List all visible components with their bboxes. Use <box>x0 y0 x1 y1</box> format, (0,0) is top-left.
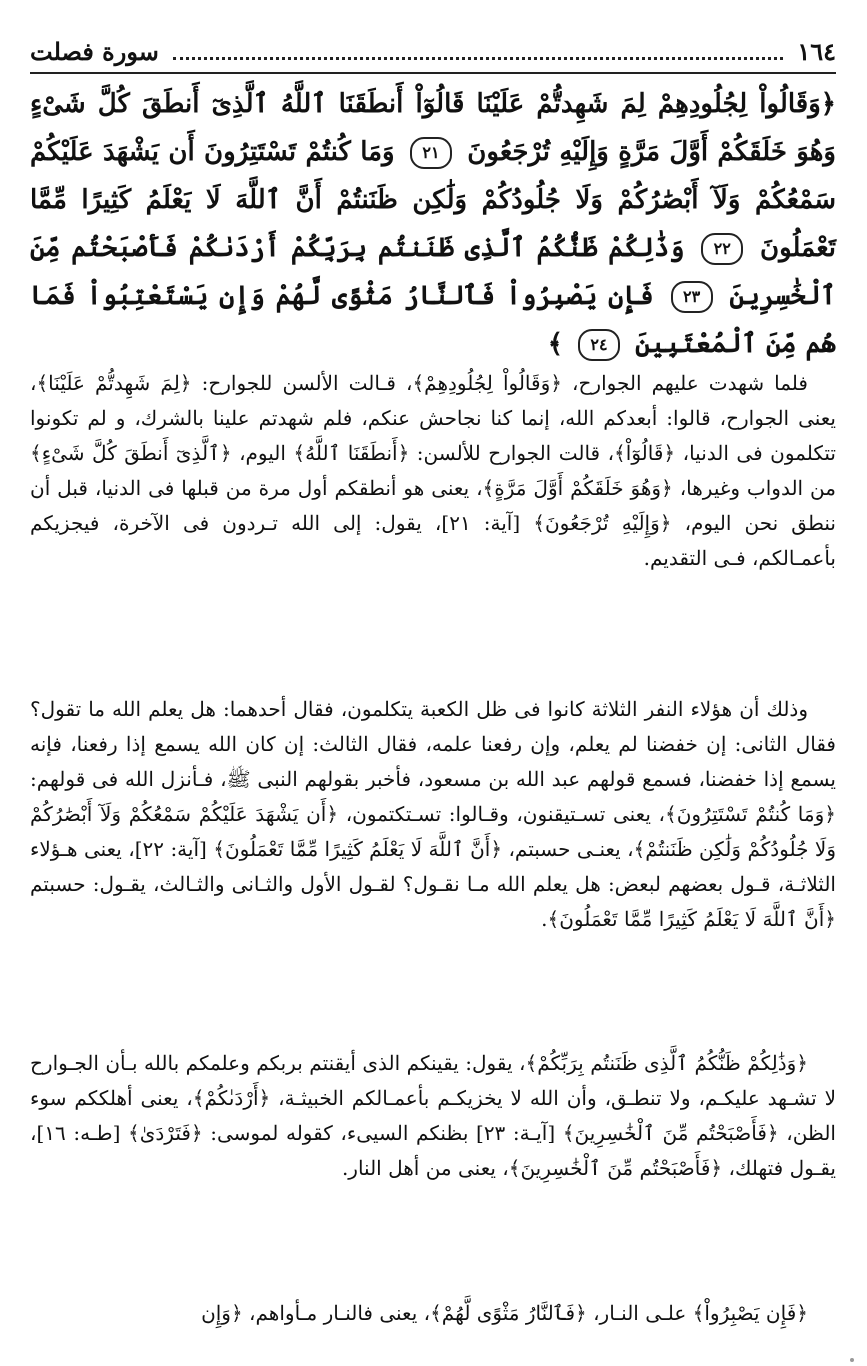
commentary-paragraph <box>30 366 836 576</box>
header-dotted-leader <box>173 37 784 60</box>
quran-verse-segment: فَإِن يَصْبِرُواْ فَٱلنَّارُ مَثْوًى لَّهُمْ وَإِن يَسْتَعْتِبُواْ فَمَا هُم مِّنَ ٱلْمُعْتَبِينَ <box>30 281 836 359</box>
surah-title: سورة فصلت <box>30 37 159 66</box>
page-number: ١٦٤ <box>797 37 836 66</box>
commentary-paragraph <box>30 1046 836 1186</box>
commentary-paragraph <box>30 1296 836 1331</box>
page-header <box>30 28 836 66</box>
commentary-paragraph <box>30 692 836 937</box>
quran-verse-segment: وَذَٰلِكُمْ ظَنُّكُمُ ٱلَّذِى ظَنَنتُم بِرَبِّكُمْ أَرْدَىٰكُمْ فَأَصْبَحْتُم مِّنَ ٱلْخَٰسِرِينَ <box>30 233 836 311</box>
margin-speck <box>850 1358 854 1362</box>
quran-closing-bracket: ﴾ <box>547 329 563 359</box>
quran-verse-segment: وَمَا كُنتُمْ تَسْتَتِرُونَ أَن يَشْهَدَ عَلَيْكُمْ سَمْعُكُمْ وَلَآ أَبْصَٰرُكُمْ وَلَا جُلُودُكُمْ وَلَٰكِن ظَنَنتُمْ أَنَّ ٱللَّهَ لَا يَعْلَمُ كَثِيرًا مِّمَّا تَعْمَلُونَ <box>30 137 836 263</box>
ayah-number-marker: ٢٤ <box>578 329 620 361</box>
ayah-number-marker: ٢٢ <box>701 233 743 265</box>
commentary-text: فلما شهدت عليهم الجوارح، ﴿وَقَالُواْ لِجُلُودِهِمْ﴾، قـالت الألسن للجوارح: ﴿لِمَ شَهِدتُّمْ عَلَيْنَا﴾، يعنى الجوارح، قالوا: أبعدكم الله، إنما كنا نجاحش عنكم، فلم شهدتم علينا بالشرك، و لم تكونوا تتكلمون فى الدنيا، ﴿قَالُوٓاْ﴾، قالت الجوارح للألسن: ﴿أَنطَقَنَا ٱللَّهُ﴾ اليوم، ﴿ٱلَّذِىٓ أَنطَقَ كُلَّ شَىْءٍ﴾ من الدواب وغيرها، ﴿وَهُوَ خَلَقَكُمْ أَوَّلَ مَرَّةٍ﴾، يعنى هو أنطقكم أول مرة من قبلها فى الدنيا، قبل أن ننطق نحن اليوم، ﴿وَإِلَيْهِ تُرْجَعُونَ﴾ [آية: ٢١]، يقول: إلى الله تـردون فى الآخرة، فيجزيكم بأعمـالكم، فـى التقديم. <box>30 371 836 570</box>
commentary-text: ﴿فَإِن يَصْبِرُواْ﴾ علـى النـار، ﴿فَٱلنَّارُ مَثْوًى لَّهُمْ﴾، يعنى فالنـار مـأواهم، ﴿وَإِن <box>201 1301 808 1325</box>
book-page <box>30 28 836 1348</box>
ayah-number-marker: ٢١ <box>410 137 452 169</box>
ayah-number-marker: ٢٣ <box>671 281 713 313</box>
commentary-text: وذلك أن هؤلاء النفر الثلاثة كانوا فى ظل الكعبة يتكلمون، فقال أحدهما: هل يعلم الله ما تقول؟ فقال الثانى: إن خفضنا لم يعلم، وإن رفعنا علمه، فقال الثالث: إن كان الله يسمع إذا رفعنا، فإنه يسمع إذا خفضنا، فسمع قولهم عبد الله بن مسعود، فأخبر بقولهم النبى ﷺ، فـأنزل الله فى قولهم: ﴿وَمَا كُنتُمْ تَسْتَتِرُونَ﴾، يعنى تسـتيقنون، وقـالوا: تسـتكتمون، ﴿أَن يَشْهَدَ عَلَيْكُمْ سَمْعُكُمْ وَلَآ أَبْصَٰرُكُمْ وَلَا جُلُودُكُمْ وَلَٰكِن ظَنَنتُمْ﴾، يعنـى حسبتم، ﴿أَنَّ ٱللَّهَ لَا يَعْلَمُ كَثِيرًا مِّمَّا تَعْمَلُونَ﴾ [آية: ٢٢]، يعنى هـؤلاء الثلاثـة، قـول بعضهم لبعض: هل يعلم الله مـا نقـول؟ لقـول الأول والثـانى والثـالث، يقـول: حسبتم ﴿أَنَّ ٱللَّهَ لَا يَعْلَمُ كَثِيرًا مِّمَّا تَعْمَلُونَ﴾. <box>30 697 836 931</box>
header-divider <box>30 72 836 74</box>
quran-verse-segment: ﴿وَقَالُواْ لِجُلُودِهِمْ لِمَ شَهِدتُّمْ عَلَيْنَا قَالُوٓاْ أَنطَقَنَا ٱللَّهُ ٱلَّذِىٓ أَنطَقَ كُلَّ شَىْءٍ وَهُوَ خَلَقَكُمْ أَوَّلَ مَرَّةٍ وَإِلَيْهِ تُرْجَعُونَ <box>30 89 836 167</box>
quran-verses <box>30 80 836 368</box>
commentary-text: ﴿وَذَٰلِكُمْ ظَنُّكُمُ ٱلَّذِى ظَنَنتُم بِرَبِّكُمْ﴾، يقول: يقينكم الذى أيقنتم بربكم وعلمكم بالله بـأن الجـوارح لا تشـهد عليكـم، ولا تنطـق، وأن الله لا يخزيكـم بأعمـالكم الخبيثـة، ﴿أَرْدَىٰكُمْ﴾، يعنى أهلككم سوء الظن، ﴿فَأَصْبَحْتُم مِّنَ ٱلْخَٰسِرِينَ﴾ [آيـة: ٢٣] بظنكم السيىء، كقوله لموسى: ﴿فَتَرْدَىٰ﴾ [طـه: ١٦]، يقـول فتهلك، ﴿فَأَصْبَحْتُم مِّنَ ٱلْخَٰسِرِينَ﴾، يعنى من أهل النار. <box>30 1051 836 1180</box>
